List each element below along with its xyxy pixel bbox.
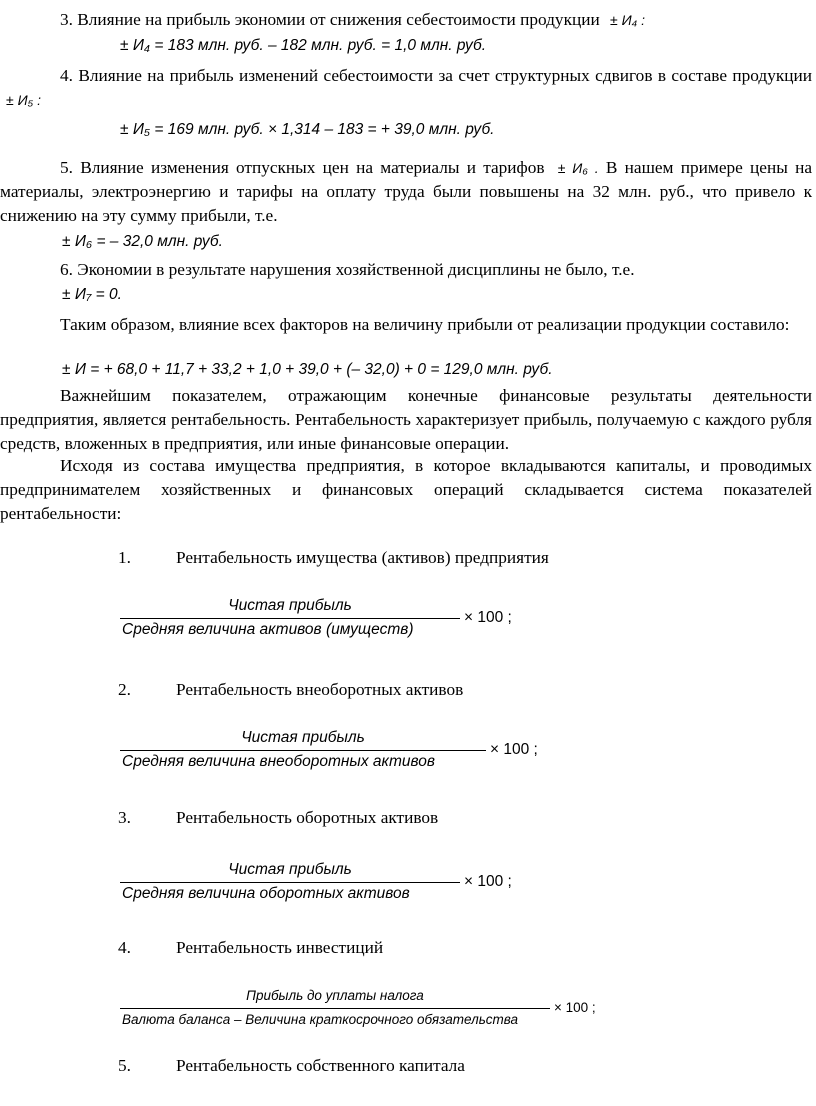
list-item-4-label: Рентабельность инвестиций <box>176 938 384 957</box>
paragraph-factor-5 <box>0 156 812 228</box>
list-item-1-number: 1. <box>118 548 131 567</box>
list-item-3-number: 3. <box>118 808 131 827</box>
formula-4-denominator: Валюта баланса – Величина краткосрочного обязательства <box>122 1012 519 1027</box>
formula-4 <box>120 986 600 1034</box>
symbol-i6: ± И₆ . <box>557 160 599 176</box>
formula-3-multiplier: × 100 ; <box>464 873 512 890</box>
formula-4-multiplier: × 100 ; <box>554 1000 596 1015</box>
paragraph-factor-4 <box>0 64 812 112</box>
formula-1 <box>120 596 540 644</box>
symbol-i4: ± И₄ : <box>610 12 646 28</box>
formula-1-denominator: Средняя величина активов (имуществ) <box>122 621 414 638</box>
formula-3-denominator: Средняя величина оборотных активов <box>122 885 410 902</box>
formula-4-numerator: Прибыль до уплаты налога <box>246 988 424 1003</box>
formula-2-numerator: Чистая прибыль <box>241 729 365 746</box>
paragraph-profitability-text: Важнейшим показателем, отражающим конечные финансовые результаты деятельности предприятия, является рентабельность. Рентабельность характеризует прибыль, получаемую с каждого рубля средств, вложенных в предприятия, или иные финансовые операции. <box>0 386 812 453</box>
paragraph-factor-3-text: 3. Влияние на прибыль экономии от снижения себестоимости продукции <box>60 10 600 29</box>
paragraph-factor-6 <box>0 258 812 282</box>
formula-4-fraction-bar <box>120 1008 550 1009</box>
formula-1-numerator: Чистая прибыль <box>228 597 352 614</box>
equation-total: ± И = + 68,0 + 11,7 + 33,2 + 1,0 + 39,0 + (– 32,0) + 0 = 129,0 млн. руб. <box>62 361 553 378</box>
formula-1-multiplier: × 100 ; <box>464 609 512 626</box>
formula-2 <box>120 728 560 776</box>
equation-i6: ± И₆ = – 32,0 млн. руб. <box>62 233 223 250</box>
symbol-i5: ± И₅ : <box>6 92 41 108</box>
list-item-4-number: 4. <box>118 938 131 957</box>
list-item-5-number: 5. <box>118 1056 131 1075</box>
list-item-2-number: 2. <box>118 680 131 699</box>
formula-2-multiplier: × 100 ; <box>490 741 538 758</box>
equation-i4: ± И₄ = 183 млн. руб. – 182 млн. руб. = 1,0 млн. руб. <box>120 37 487 54</box>
paragraph-factor-6-text: 6. Экономии в результате нарушения хозяйственной дисциплины не было, т.е. <box>60 260 635 279</box>
paragraph-summary-text: Таким образом, влияние всех факторов на величину прибыли от реализации продукции составило: <box>60 315 790 334</box>
formula-3 <box>120 860 540 908</box>
formula-2-denominator: Средняя величина внеоборотных активов <box>122 753 435 770</box>
equation-i7: ± И₇ = 0. <box>62 286 122 303</box>
list-item-5-label: Рентабельность собственного капитала <box>176 1056 465 1075</box>
formula-3-fraction-bar <box>120 882 460 883</box>
list-item-2-label: Рентабельность внеоборотных активов <box>176 680 464 699</box>
paragraph-summary <box>0 313 812 337</box>
paragraph-factor-4-text: 4. Влияние на прибыль изменений себестоимости за счет структурных сдвигов в составе продукции <box>60 66 812 85</box>
paragraph-indicators <box>0 454 812 526</box>
paragraph-factor-3 <box>0 8 812 32</box>
paragraph-indicators-text: Исходя из состава имущества предприятия, в которое вкладываются капиталы, и проводимых предпринимателем хозяйственных и финансовых операций складывается система показателей рентабельности: <box>0 456 812 523</box>
paragraph-profitability <box>0 384 812 456</box>
paragraph-factor-5-text-before: 5. Влияние изменения отпускных цен на материалы и тарифов <box>60 158 545 177</box>
equation-i5: ± И₅ = 169 млн. руб. × 1,314 – 183 = + 39,0 млн. руб. <box>120 121 495 138</box>
paragraph-factor-5-text-after: В нашем примере цены на материалы, электроэнергию и тарифы на оплату труда были повышены на 32 млн. руб., что привело к снижению на эту сумму прибыли, т.е. <box>0 158 812 225</box>
list-item-1-label: Рентабельность имущества (активов) предприятия <box>176 548 549 567</box>
formula-3-numerator: Чистая прибыль <box>228 861 352 878</box>
list-item-3-label: Рентабельность оборотных активов <box>176 808 439 827</box>
formula-2-fraction-bar <box>120 750 486 751</box>
formula-1-fraction-bar <box>120 618 460 619</box>
